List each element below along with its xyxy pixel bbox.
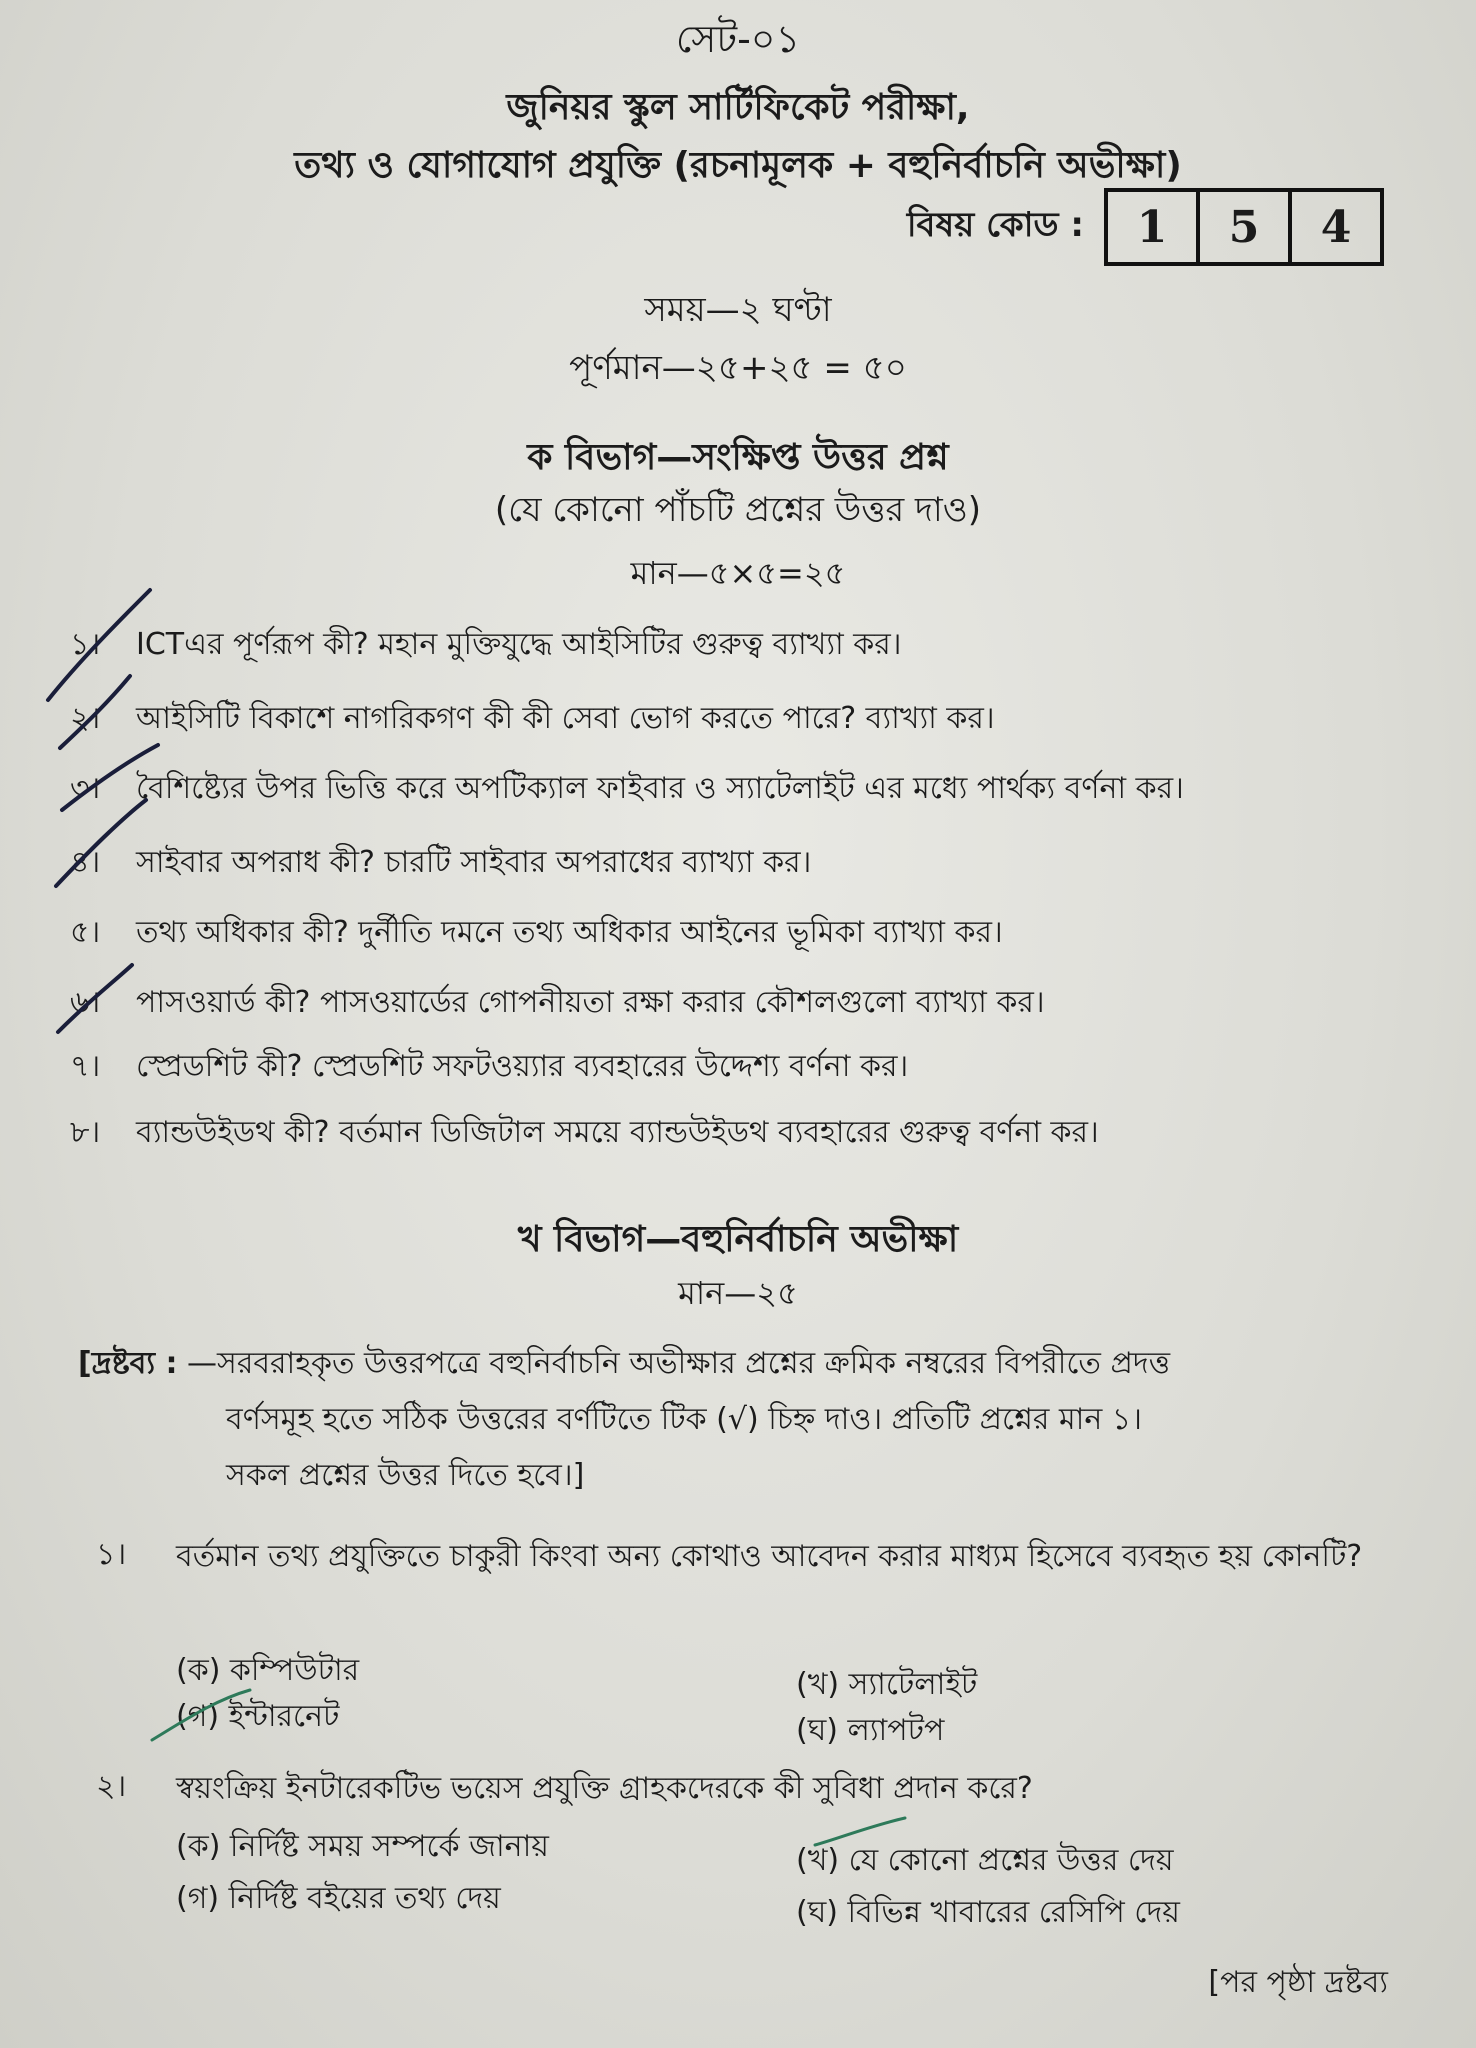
question-item bbox=[70, 1108, 1099, 1159]
section-a-marks: মান—৫×৫=২৫ bbox=[630, 554, 846, 592]
question-text: পাসওয়ার্ড কী? পাসওয়ার্ডের গোপনীয়তা রক্ষা করার কৌশলগুলো ব্যাখ্যা কর। bbox=[136, 985, 1045, 1020]
question-item bbox=[70, 694, 995, 745]
note-line: বর্ণসমূহ হতে সঠিক উত্তরের বর্ণটিতে টিক (√) চিহ্ন দাও। প্রতিটি প্রশ্নের মান ১। bbox=[226, 1402, 1142, 1437]
section-b-marks: মান—২৫ bbox=[678, 1274, 798, 1312]
question-item bbox=[70, 838, 811, 889]
question-number: ২। bbox=[70, 701, 101, 736]
page-turn-note: [পর পৃষ্ঠা দ্রষ্টব্য bbox=[1208, 1965, 1388, 2000]
mcq-option: (ক) কম্পিউটার bbox=[176, 1653, 360, 1688]
question-text: স্প্রেডশিট কী? স্প্রেডশিট সফটওয়্যার ব্যবহারের উদ্দেশ্য বর্ণনা কর। bbox=[136, 1049, 909, 1084]
mcq-option: (ঘ) বিভিন্ন খাবারের রেসিপি দেয় bbox=[796, 1895, 1180, 1930]
mcq-text: বর্তমান তথ্য প্রযুক্তিতে চাকুরী কিংবা অন্য কোথাও আবেদন করার মাধ্যম হিসেবে ব্যবহৃত হয় কোনটি? bbox=[176, 1539, 1363, 1574]
mcq-option: (ঘ) ল্যাপটপ bbox=[796, 1713, 945, 1748]
exam-title: জুনিয়র স্কুল সার্টিফিকেট পরীক্ষা, bbox=[506, 87, 970, 128]
section-a-title: ক বিভাগ—সংক্ষিপ্ত উত্তর প্রশ্ন bbox=[527, 437, 949, 478]
instruction-note bbox=[78, 1336, 1390, 1493]
question-item bbox=[70, 764, 1184, 815]
note-line: সকল প্রশ্নের উত্তর দিতে হবে।] bbox=[226, 1458, 585, 1493]
mcq-option: (গ) নির্দিষ্ট বইয়ের তথ্য দেয় bbox=[176, 1881, 501, 1916]
question-text: তথ্য অধিকার কী? দুর্নীতি দমনে তথ্য অধিকার আইনের ভূমিকা ব্যাখ্যা কর। bbox=[136, 915, 1003, 950]
question-number: ৭। bbox=[70, 1049, 101, 1084]
question-text: আইসিটি বিকাশে নাগরিকগণ কী কী সেবা ভোগ করতে পারে? ব্যাখ্যা কর। bbox=[136, 701, 995, 736]
question-number: ৪। bbox=[70, 845, 101, 880]
set-number: সেট-০১ bbox=[675, 17, 801, 61]
exam-time: সময়—২ ঘণ্টা bbox=[644, 290, 832, 330]
subject-code-box bbox=[1104, 188, 1384, 266]
question-text: সাইবার অপরাধ কী? চারটি সাইবার অপরাধের ব্যাখ্যা কর। bbox=[136, 845, 812, 880]
mcq-option: (খ) যে কোনো প্রশ্নের উত্তর দেয় bbox=[796, 1843, 1174, 1878]
subject-code-digit: 5 bbox=[1196, 192, 1288, 262]
mcq-number: ২। bbox=[96, 1769, 127, 1804]
subject-code-digit: 4 bbox=[1288, 192, 1380, 262]
question-text: বৈশিষ্ট্যের উপর ভিত্তি করে অপটিক্যাল ফাইবার ও স্যাটেলাইট এর মধ্যে পার্থক্য বর্ণনা কর। bbox=[136, 771, 1184, 806]
subject-code-digit: 1 bbox=[1136, 201, 1168, 253]
question-item bbox=[70, 620, 902, 671]
question-item bbox=[70, 978, 1045, 1029]
subject-title: তথ্য ও যোগাযোগ প্রযুক্তি (রচনামূলক + বহুনির্বাচনি অভীক্ষা) bbox=[294, 145, 1182, 186]
mcq-option: (ক) নির্দিষ্ট সময় সম্পর্কে জানায় bbox=[176, 1829, 549, 1864]
question-text: ICTএর পূর্ণরূপ কী? মহান মুক্তিযুদ্ধে আইসিটির গুরুত্ব ব্যাখ্যা কর। bbox=[136, 627, 902, 662]
mcq-number: ১। bbox=[96, 1537, 127, 1572]
section-b-title: খ বিভাগ—বহুনির্বাচনি অভীক্ষা bbox=[517, 1219, 959, 1260]
section-a-instruction: (যে কোনো পাঁচটি প্রশ্নের উত্তর দাও) bbox=[494, 490, 982, 530]
question-number: ৩। bbox=[70, 771, 101, 806]
question-number: ১। bbox=[70, 627, 101, 662]
question-number: ৫। bbox=[70, 915, 101, 950]
mcq-text: স্বয়ংক্রিয় ইনটারেকটিভ ভয়েস প্রযুক্তি গ্রাহকদেরকে কী সুবিধা প্রদান করে? bbox=[176, 1771, 1033, 1806]
mcq-option: (খ) স্যাটেলাইট bbox=[796, 1667, 978, 1702]
note-line: —সরবরাহকৃত উত্তরপত্রে বহুনির্বাচনি অভীক্ষার প্রশ্নের ক্রমিক নম্বরের বিপরীতে প্রদত্ত bbox=[187, 1346, 1171, 1381]
note-label: [দ্রষ্টব্য : bbox=[78, 1346, 178, 1381]
question-item bbox=[70, 908, 1003, 959]
question-number: ৮। bbox=[70, 1115, 101, 1150]
question-text: ব্যান্ডউইডথ কী? বর্তমান ডিজিটাল সময়ে ব্যান্ডউইডথ ব্যবহারের গুরুত্ব বর্ণনা কর। bbox=[136, 1115, 1099, 1150]
question-number: ৬। bbox=[70, 985, 101, 1020]
subject-code-label: বিষয় কোড : bbox=[906, 204, 1084, 245]
subject-code bbox=[907, 188, 1384, 266]
full-marks: পূর্ণমান—২৫+২৫ = ৫০ bbox=[569, 348, 907, 388]
question-item bbox=[70, 1042, 908, 1093]
mcq-option: (গ) ইন্টারনেট bbox=[176, 1699, 340, 1734]
